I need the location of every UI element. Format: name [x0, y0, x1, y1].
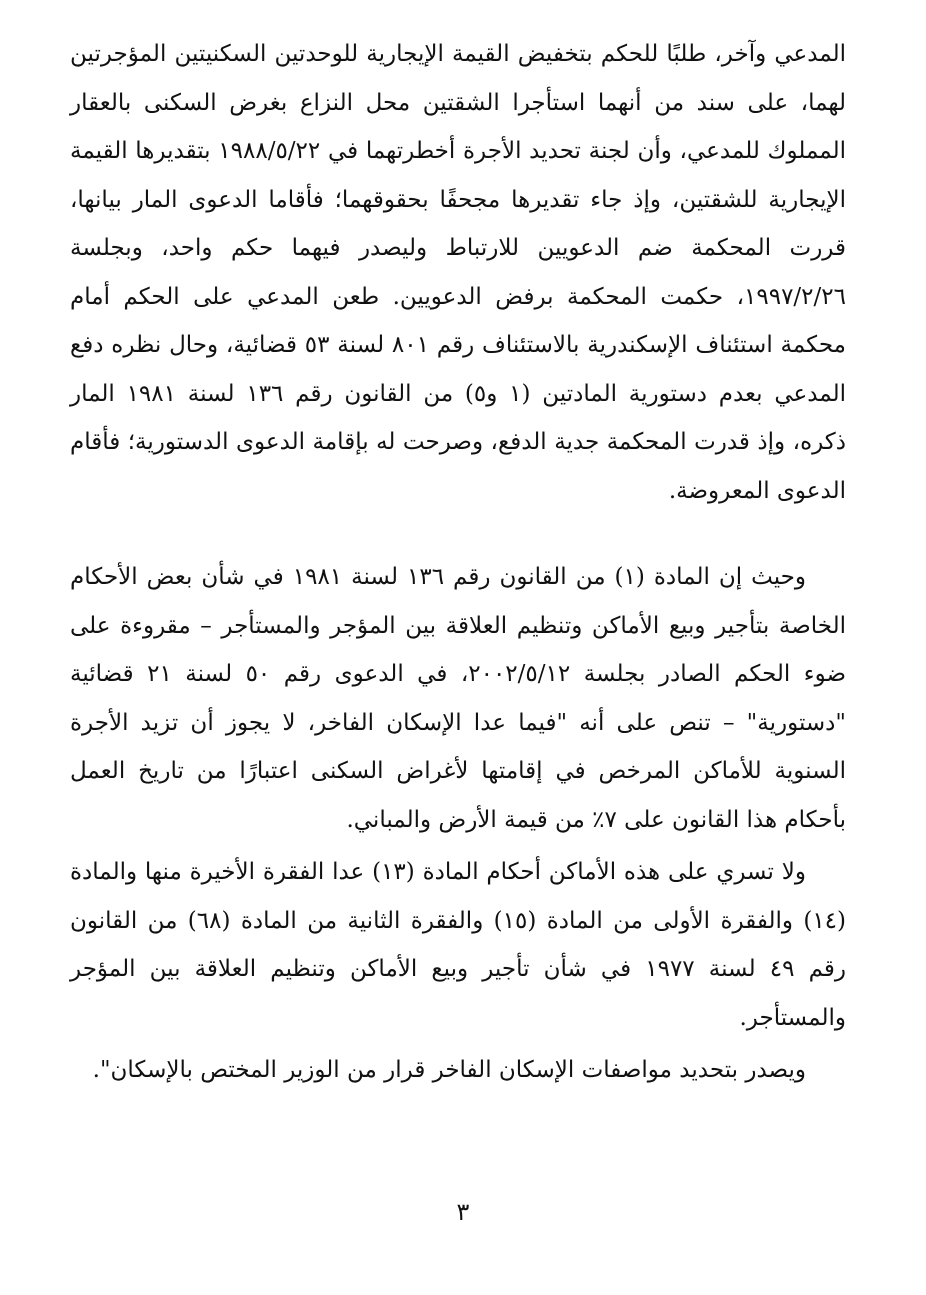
page-number: ٣ [456, 1198, 470, 1226]
paragraph-article-one: وحيث إن المادة (١) من القانون رقم ١٣٦ لسنة ١٩٨١ في شأن بعض الأحكام الخاصة بتأجير وبيع الأماكن وتنظيم العلاقة بين المؤجر والمستأجر – مقروءة على ضوء الحكم الصادر بجلسة ٢٠٠٢/٥/١٢، في الدعوى رقم ٥٠ لسنة ٢١ قضائية "دستورية" – تنص على أنه "فيما عدا الإسكان الفاخر، لا يجوز أن تزيد الأجرة السنوية للأماكن المرخص في إقامتها لأغراض السكنى اعتبارًا من تاريخ العمل بأحكام هذا القانون على ٧٪ من قيمة الأرض والمباني. [70, 564, 847, 833]
paragraph-luxury-housing: ويصدر بتحديد مواصفات الإسكان الفاخر قرار من الوزير المختص بالإسكان". [92, 1057, 806, 1083]
document-body [70, 30, 846, 1095]
paragraph-exclusions: ولا تسري على هذه الأماكن أحكام المادة (١٣) عدا الفقرة الأخيرة منها والمادة (١٤) والفقرة الأولى من المادة (١٥) والفقرة الثانية من المادة (٦٨) من القانون رقم ٤٩ لسنة ١٩٧٧ في شأن تأجير وبيع الأماكن وتنظيم العلاقة بين المؤجر والمستأجر. [70, 859, 847, 1031]
paragraph-case-background: المدعي وآخر، طلبًا للحكم بتخفيض القيمة الإيجارية للوحدتين السكنيتين المؤجرتين لهما، على سند من أنهما استأجرا الشقتين محل النزاع بغرض السكنى بالعقار المملوك للمدعي، وأن لجنة تحديد الأجرة أخطرتهما في ١٩٨٨/٥/٢٢ بتقديرها القيمة الإيجارية للشقتين، وإذ جاء تقديرها مجحفًا بحقوقهما؛ فأقاما الدعوى المار بيانها، قررت المحكمة ضم الدعويين للارتباط وليصدر فيهما حكم واحد، وبجلسة ١٩٩٧/٢/٢٦، حكمت المحكمة برفض الدعويين. طعن المدعي على الحكم أمام محكمة استئناف الإسكندرية بالاستئناف رقم ٨٠١ لسنة ٥٣ قضائية، وحال نظره دفع المدعي بعدم دستورية المادتين (١ و٥) من القانون رقم ١٣٦ لسنة ١٩٨١ المار ذكره، وإذ قدرت المحكمة جدية الدفع، وصرحت له بإقامة الدعوى الدستورية؛ فأقام الدعوى المعروضة. [70, 41, 847, 504]
